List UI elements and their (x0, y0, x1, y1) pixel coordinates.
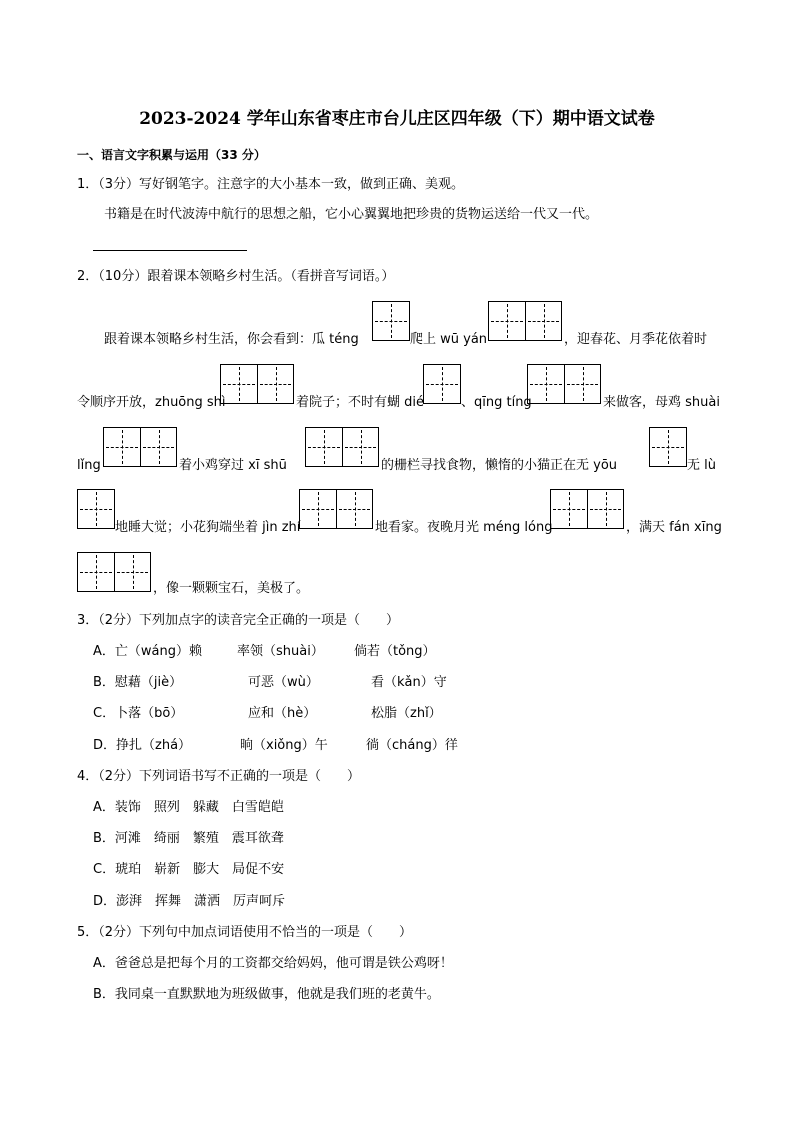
tianzige-you[interactable] (649, 427, 687, 467)
tianzige-shuailing[interactable] (103, 427, 177, 467)
section-heading: 一、语言文字积累与运用（33 分） (77, 148, 266, 162)
question-5-stem: 5．（2分）下列句中加点词语使用不恰当的一项是（ ） (77, 925, 413, 940)
q2-text-1a: 跟着课本领略乡村生活，你会看到：瓜 téng (104, 332, 359, 347)
q4-option-d[interactable]: D．澎湃 挥舞 潇洒 厉声呵斥 (93, 894, 286, 909)
q3-option-b-2: 可恶（wù） (248, 675, 319, 690)
page-title: 2023-2024 学年山东省枣庄市台儿庄区四年级（下）期中语文试卷 (139, 109, 655, 129)
q2-text-5a: ，像一颗颗宝石，美极了。 (153, 581, 310, 596)
tianzige-zhuangshi[interactable] (220, 364, 294, 404)
q2-text-4c: ，满天 fán xīng (626, 520, 722, 535)
q4-option-c[interactable]: C．琥珀 崭新 膨大 局促不安 (93, 862, 285, 877)
q2-text-3d: 无 lù (687, 458, 716, 473)
q4-option-b[interactable]: B．河滩 绮丽 繁殖 震耳欲聋 (93, 831, 284, 846)
q2-text-1c: ，迎春花、月季花依着时 (564, 332, 708, 347)
q2-text-2d: 来做客，母鸡 shuài (603, 395, 720, 410)
tianzige-teng[interactable] (372, 301, 410, 341)
q2-text-1b: 爬上 wū yán (410, 332, 488, 347)
q5-option-a[interactable]: A．爸爸总是把每个月的工资都交给妈妈，他可谓是铁公鸡呀！ (93, 956, 453, 971)
tianzige-die[interactable] (423, 364, 461, 404)
q3-option-d-2: 晌（xiǒng）午 (240, 738, 328, 753)
q3-option-b-1[interactable]: B．慰藉（jiè） (93, 675, 183, 690)
q3-option-a-2: 率领（shuài） (237, 644, 324, 659)
q3-option-d-1[interactable]: D．挣扎（zhá） (93, 738, 192, 753)
q2-text-4a: 地睡大觉；小花狗端坐着 jìn zhí (115, 520, 301, 535)
question-1-stem: 1．（3分）写好钢笔字。注意字的大小基本一致，做到正确、美观。 (77, 177, 465, 192)
tianzige-wuyan[interactable] (488, 301, 562, 341)
q3-option-b-3: 看（kǎn）守 (371, 675, 447, 690)
tianzige-menglong[interactable] (550, 489, 624, 529)
tianzige-fanxing[interactable] (77, 552, 151, 592)
q2-text-2b: 着院子；不时有蝴 dié (296, 395, 424, 410)
tianzige-xishu[interactable] (305, 427, 379, 467)
tianzige-qingting[interactable] (527, 364, 601, 404)
question-2-stem: 2．（10分）跟着课本领略乡村生活。（看拼音写词语。） (77, 269, 395, 284)
q3-option-c-2: 应和（hè） (248, 706, 317, 721)
q2-text-4b: 地看家。夜晚月光 méng lóng (375, 520, 553, 535)
question-4-stem: 4．（2分）下列词语书写不正确的一项是（ ） (77, 769, 361, 784)
q4-option-a[interactable]: A．装饰 照列 躲藏 白雪皑皑 (93, 800, 284, 815)
q2-text-2a: 令顺序开放，zhuōng shì (77, 395, 226, 410)
tianzige-jinzhi[interactable] (299, 489, 373, 529)
q3-option-c-1[interactable]: C．卜落（bō） (93, 706, 184, 721)
question-1-text: 书籍是在时代波涛中航行的思想之船，它小心翼翼地把珍贵的货物运送给一代又一代。 (104, 207, 599, 222)
q2-text-3a: lǐng (77, 458, 101, 473)
q2-text-2c: 、qīng tíng (461, 395, 532, 410)
answer-blank-line[interactable] (93, 250, 247, 251)
q2-text-3c: 的栅栏寻找食物，懒惰的小猫正在无 yōu (381, 458, 618, 473)
q3-option-a-3: 倘若（tǒng） (354, 644, 436, 659)
q3-option-a-1[interactable]: A．亡（wáng）赖 (93, 644, 202, 659)
q3-option-d-3: 徜（cháng）徉 (366, 738, 458, 753)
tianzige-lu[interactable] (77, 489, 115, 529)
question-3-stem: 3．（2分）下列加点字的读音完全正确的一项是（ ） (77, 613, 400, 628)
q3-option-c-3: 松脂（zhǐ） (371, 706, 442, 721)
q2-text-3b: 着小鸡穿过 xī shū (179, 458, 287, 473)
q5-option-b[interactable]: B．我同桌一直默默地为班级做事，他就是我们班的老黄牛。 (93, 987, 440, 1002)
